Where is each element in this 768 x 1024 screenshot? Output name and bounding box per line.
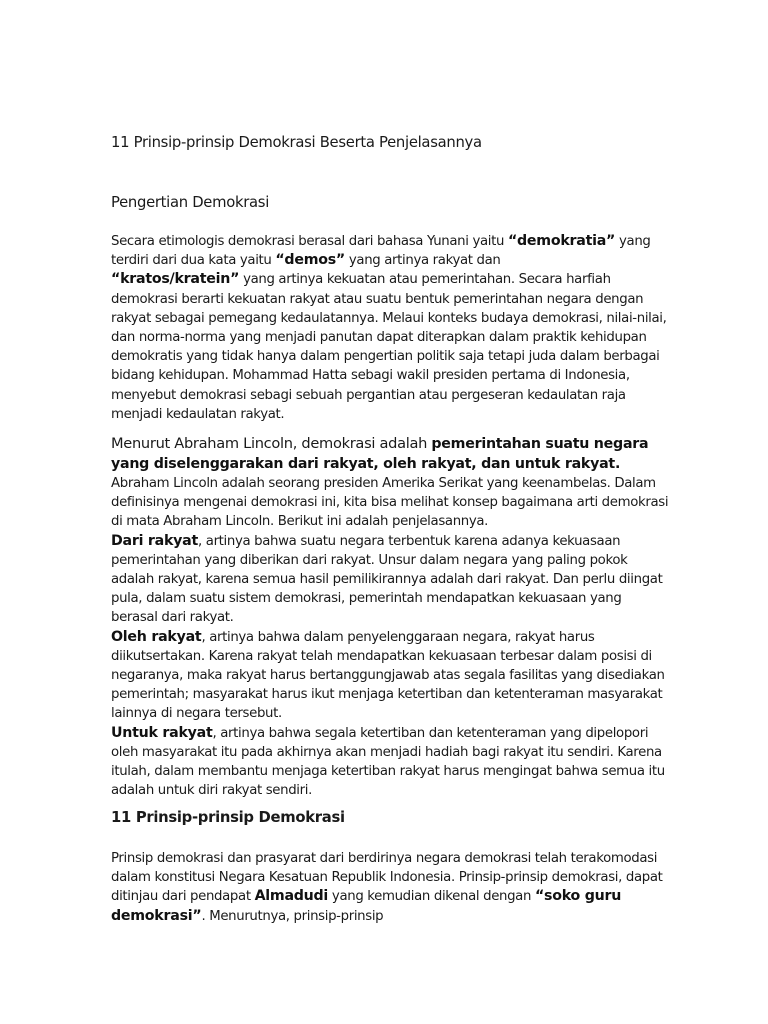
paragraph-etimologi	[111, 232, 671, 424]
paragraph-text: yang artinya rakyat dan	[345, 253, 501, 269]
paragraph-text: yang terdiri dari dua kata yaitu	[111, 234, 651, 269]
paragraph-text: yang kemudian dikenal dengan	[328, 889, 535, 905]
bold-term-demos: “demos”	[275, 252, 346, 269]
paragraph-text: Menurut Abraham Lincoln, demokrasi adalah	[111, 435, 432, 452]
bold-term-kratos: “kratos/kratein”	[111, 271, 240, 288]
section-heading-pengertian: Pengertian Demokrasi	[111, 194, 270, 211]
section-heading-prinsip: 11 Prinsip-prinsip Demokrasi	[111, 809, 345, 826]
paragraph-text: , artinya bahwa segala ketertiban dan ketenteraman yang dipelopori oleh masyarakat itu pada akhirnya akan menjadi hadiah bagi rakyat itu sendiri. Karena itulah, dalam membantu menjaga ketertiban rakyat harus mengingat bahwa semua itu adalah untuk diri rakyat sendiri.	[111, 725, 665, 799]
paragraph-text: Abraham Lincoln adalah seorang presiden Amerika Serikat yang keenambelas. Dalam definisinya mengenai demokrasi ini, kita bisa melihat konsep bagaimana arti demokrasi di mata Abraham Lincoln. Berikut ini adalah penjelasannya.	[111, 476, 669, 530]
bold-term-demokratia: “demokratia”	[507, 233, 616, 249]
lincoln-explanation	[111, 474, 671, 532]
bold-definition: pemerintahan suatu negara yang diselenggarakan dari rakyat, oleh rakyat, dan untuk rakyat.	[111, 436, 649, 472]
paragraph-text: , artinya bahwa dalam penyelenggaraan negara, rakyat harus diikutsertakan. Karena rakyat telah mendapatkan kekuasaan terbesar dalam posisi di negaranya, maka rakyat harus bertanggungjawab atas segala fasilitas yang disediakan pemerintah; masyarakat harus ikut menjaga ketertiban dan ketenteraman masyarakat lainnya di negara tersebut.	[111, 629, 665, 722]
document-title: 11 Prinsip-prinsip Demokrasi Beserta Penjelasannya	[111, 134, 482, 151]
bold-term-oleh-rakyat: Oleh rakyat	[111, 628, 202, 645]
bold-term-soko-guru: “soko guru demokrasi”	[111, 888, 622, 924]
bold-term-almadudi: Almadudi	[254, 888, 329, 905]
point-untuk-rakyat	[111, 724, 671, 801]
paragraph-lincoln	[111, 434, 671, 800]
paragraph-text: yang artinya kekuatan atau pemerintahan. Secara harfiah demokrasi berarti kekuatan rakyat atau suatu bentuk pemerintahan negara dengan rakyat sebagai pemegang kedaulatannya. Melaui konteks budaya demokrasi, nilai-nilai, dan norma-norma yang menjadi panutan dapat diterapkan dalam praktik kehidupan demokratis yang tidak hanya dalam pengertian politik saja tetapi juda dalam berbagai bidang kehidupan. Mohammad Hatta sebagi wakil presiden pertama di Indonesia, menyebut demokrasi sebagi sebuah pergantian atau pergeseran kedaulatan raja menjadi kedaulatan rakyat.	[111, 272, 667, 422]
paragraph-prinsip	[111, 849, 671, 926]
bold-term-dari-rakyat: Dari rakyat	[111, 532, 199, 549]
paragraph-text: . Menurutnya, prinsip-prinsip	[201, 908, 384, 924]
paragraph-text: Prinsip demokrasi dan prasyarat dari berdirinya negara demokrasi telah terakomodasi dalam konstitusi Negara Kesatuan Republik Indonesia. Prinsip-prinsip demokrasi, dapat ditinjau dari pendapat	[111, 851, 663, 905]
point-oleh-rakyat	[111, 628, 671, 724]
paragraph-text: , artinya bahwa suatu negara terbentuk karena adanya kekuasaan pemerintahan yang diberikan dari rakyat. Unsur dalam negara yang paling pokok adalah rakyat, karena semua hasil pemilikirannya adalah dari rakyat. Dan perlu diingat pula, dalam suatu sistem demokrasi, pemerintah mendapatkan kekuasaan yang berasal dari rakyat.	[111, 533, 663, 626]
bold-term-untuk-rakyat: Untuk rakyat	[111, 724, 213, 741]
paragraph-text: Secara etimologis demokrasi berasal dari bahasa Yunani yaitu	[111, 234, 508, 249]
point-dari-rakyat	[111, 532, 671, 628]
lincoln-definition	[111, 434, 671, 474]
